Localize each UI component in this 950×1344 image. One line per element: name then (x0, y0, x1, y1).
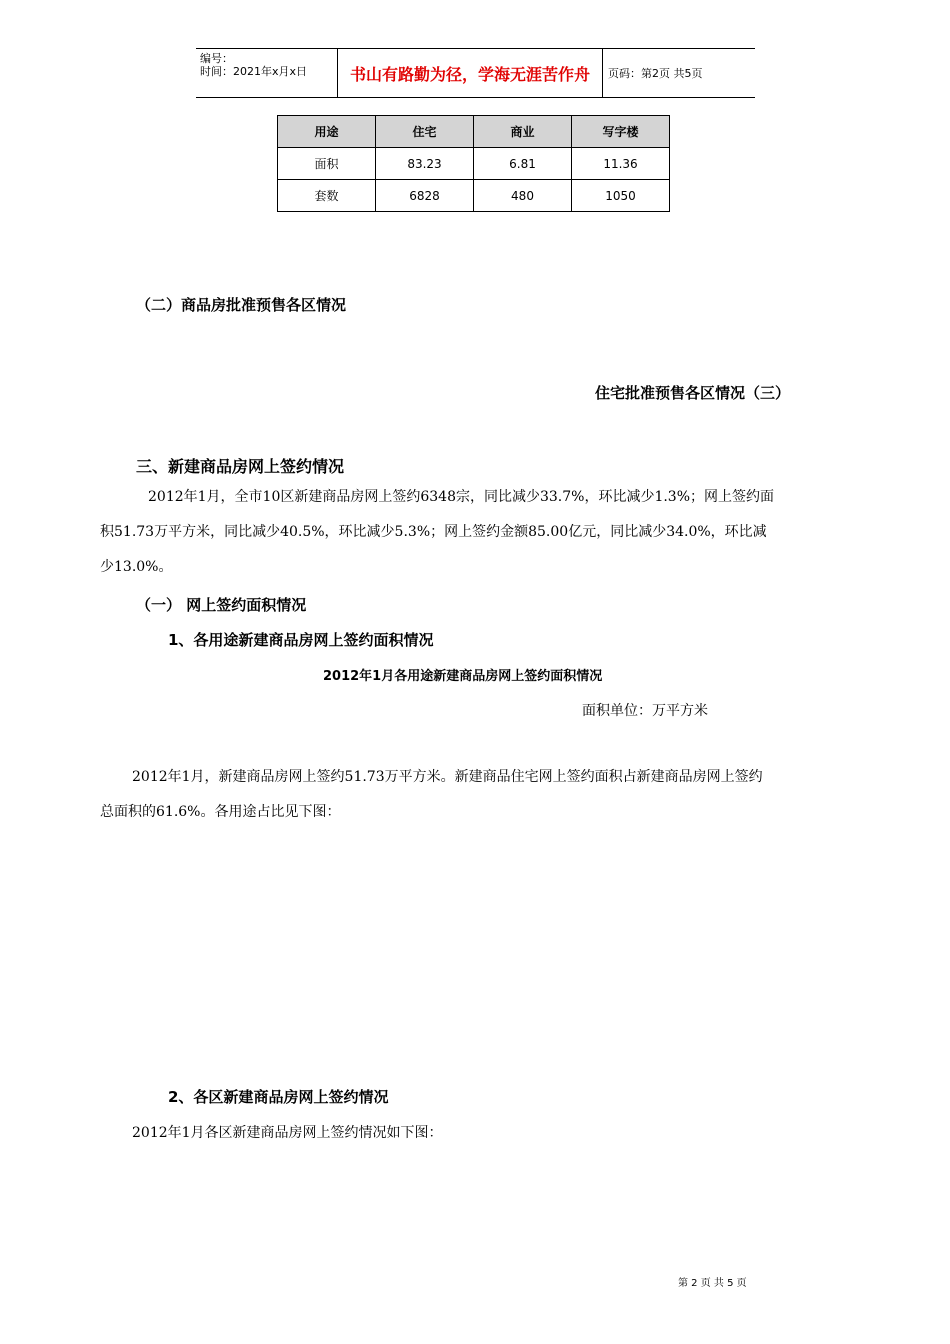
table-cell: 6.81 (474, 148, 572, 180)
page-header (196, 48, 755, 98)
usage-para-line: 2012年1月，新建商品房网上签约51.73万平方米。新建商品住宅网上签约面积占新建商品房网上签约 (132, 769, 763, 785)
header-meta (196, 49, 338, 97)
page-footer: 第 2 页 共 5 页 (678, 1278, 747, 1289)
table-cell: 83.23 (376, 148, 474, 180)
signing-paragraph (100, 480, 860, 585)
table-cell: 1050 (572, 180, 670, 212)
table-header-cell: 住宅 (376, 116, 474, 148)
table-header-cell: 写字楼 (572, 116, 670, 148)
table-row (278, 180, 670, 212)
unit-label: 面积单位：万平方米 (582, 703, 708, 719)
number-label: 编号： (200, 52, 233, 65)
time-label: 时间：2021年x月x日 (200, 65, 308, 78)
signing-para-line: 积51.73万平方米，同比减少40.5%，环比减少5.3%；网上签约金额85.00亿元，同比减少34.0%，环比减 (100, 524, 767, 540)
presale-heading: （二）商品房批准预售各区情况 (136, 296, 347, 314)
signing-para-line: 2012年1月，全市10区新建商品房网上签约6348宗，同比减少33.7%，环比减少1.3%；网上签约面 (148, 489, 775, 505)
table-cell: 面积 (278, 148, 376, 180)
table-header-cell: 用途 (278, 116, 376, 148)
district-paragraph: 2012年1月各区新建商品房网上签约情况如下图： (132, 1125, 443, 1141)
usage-caption: 2012年1月各用途新建商品房网上签约面积情况 (323, 669, 603, 684)
district-heading: 2、各区新建商品房网上签约情况 (168, 1088, 389, 1106)
header-page-label: 页码：第2页 共5页 (608, 67, 703, 80)
table-header-row (278, 116, 670, 148)
usage-para-line: 总面积的61.6%。各用途占比见下图： (100, 804, 341, 820)
header-motto: 书山有路勤为径，学海无涯苦作舟 (338, 49, 603, 97)
table-cell: 480 (474, 180, 572, 212)
table-header-cell: 商业 (474, 116, 572, 148)
presale-caption: 住宅批准预售各区情况（三） (595, 384, 791, 402)
signing-heading: 三、新建商品房网上签约情况 (136, 457, 345, 476)
usage-table (277, 115, 670, 212)
usage-paragraph (100, 760, 860, 830)
usage-heading: 1、各用途新建商品房网上签约面积情况 (168, 631, 434, 649)
table-row (278, 148, 670, 180)
table-cell: 11.36 (572, 148, 670, 180)
area-heading: （一） 网上签约面积情况 (136, 596, 307, 614)
signing-para-line: 少13.0%。 (100, 559, 173, 575)
table-cell: 套数 (278, 180, 376, 212)
table-cell: 6828 (376, 180, 474, 212)
